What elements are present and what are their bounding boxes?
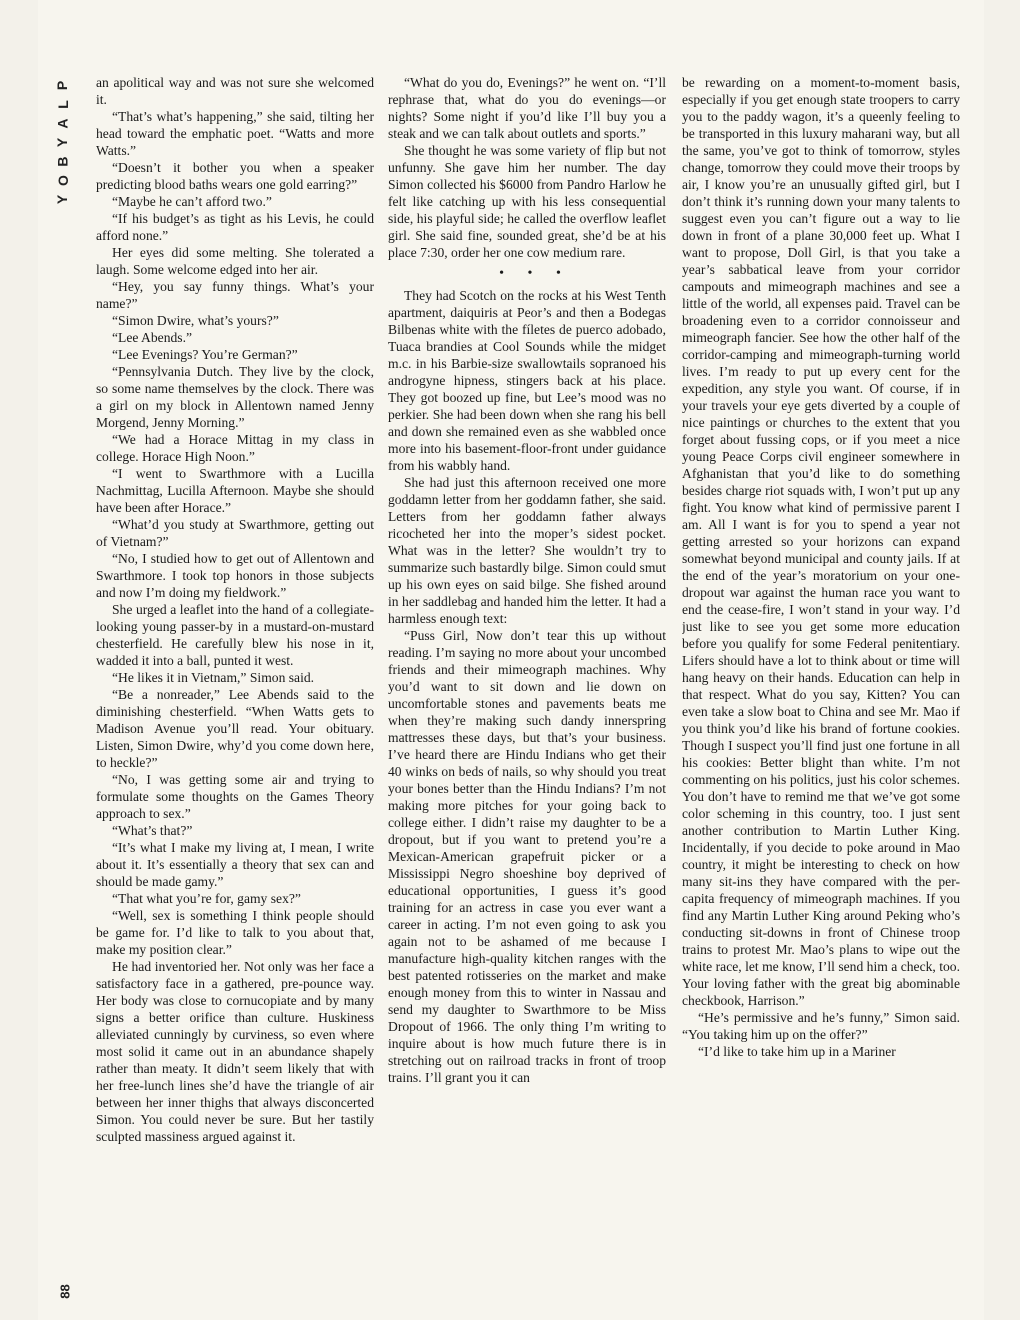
paragraph: “If his budget’s as tight as his Levis, he could afford none.”	[96, 211, 374, 243]
text-column-2	[388, 74, 666, 1314]
paragraph: She thought he was some variety of flip but not unfunny. She gave him her number. The day Simon collected his $6000 from Pandro Harlow he felt like catching up with his less consequential side, his playful side; he called the overflow leaflet girl. She said fine, sounded great, she’d be at his place 7:30, order her one cow medium rare.	[388, 143, 666, 260]
paragraph: “No, I studied how to get out of Allentown and Swarthmore. I took top honors in those subjects and now I’m doing my fieldwork.”	[96, 551, 374, 600]
text-column-3	[682, 74, 960, 1314]
page-number: 88	[57, 1284, 73, 1299]
masthead	[50, 76, 76, 206]
paragraph: “Pennsylvania Dutch. They live by the clock, so some name themselves by the clock. There was a girl on my block in Allentown named Jenny Morgend, Jenny Morning.”	[96, 364, 374, 430]
paragraph: “He’s permissive and he’s funny,” Simon said. “You taking him up on the offer?”	[682, 1010, 960, 1042]
paragraph: “Well, sex is something I think people should be game for. I’d like to talk to you about that, make my position clear.”	[96, 908, 374, 957]
paragraph: They had Scotch on the rocks at his West Tenth apartment, daiquiris at Peor’s and then a Bodegas Bilbenas white with the fíletes de puerco adobado, Tuaca brandies at Cool Sounds while the midget m.c. in his Barbie-size swallowtails sopranoed his androgyne hipness, stingers back at his place. They got boozed up fine, but Lee’s mood was no perkier. She had been down when she rang his bell and down she remained even as she wabbled once more into his basement-floor-front under guidance from his wabbly hand.	[388, 288, 666, 473]
masthead-letter: P	[54, 80, 71, 91]
masthead-letter: B	[54, 156, 71, 167]
paragraph: “Simon Dwire, what’s yours?”	[112, 313, 279, 328]
paragraph: “He likes it in Vietnam,” Simon said.	[112, 670, 315, 685]
masthead-letter: Y	[54, 194, 71, 205]
paragraph: “What’d you study at Swarthmore, getting out of Vietnam?”	[96, 517, 374, 549]
masthead-letter: O	[54, 175, 71, 186]
paragraph: “Lee Abends.”	[112, 330, 193, 345]
paragraph: “What do you do, Evenings?” he went on. “I’ll rephrase that, what do you do evenings—or nights? Some night if you’d like I’ll buy you a steak and we can talk about outlets and sports.”	[388, 75, 666, 141]
paragraph: “Puss Girl, Now don’t tear this up without reading. I’m saying no more about your uncombed friends and their mimeograph machines. Why you’d want to sit down and lie down on uncomfortable stones and pavements beats me when they’re making such dandy innerspring mattresses these days, but that’s your business. I’ve heard there are Hindu Indians who get their 40 winks on beds of nails, so why should you treat your bones better than the Hindu Indians? I’m not making more pitches for your going back to college either. I didn’t raise my daughter to be a dropout, but if you want to pretend you’re a Mexican-American grapefruit picker or a Mississippi Negro shoeshine boy deprived of educational opportunities, I guess it’s good training for an actress in case you ever want a career in acting. I’m not even going to ask you again not to be ashamed of me because I manufacture high-quality kitchen ranges with the best patented rotisseries on the market and make enough money from this to winter in Nassau and send my daughter to Swarthmore to be Miss Dropout of 1966. The only thing I’m writing to inquire about is how much future there is in stretching out on railroad tracks in front of troop trains. I’ll grant you it can	[388, 628, 666, 1085]
paragraph: “Lee Evenings? You’re German?”	[112, 347, 298, 362]
paragraph: He had inventoried her. Not only was her face a satisfactory face in a gathered, pre-pounce way. Her body was close to cornucopiate and by many signs a better orifice than culture. Huskiness alleviated cunningly by curviness, so even where most solid it came out in an abundance shapely rather than meaty. It didn’t seem likely that with her free-lunch lines she’d have the triangle of air between her inner thighs that always disconcerted Simon. You could never be sure. But her tastily sculpted massiness argued against it.	[96, 959, 374, 1144]
paragraph: “That’s what’s happening,” she said, tilting her head toward the emphatic poet. “Watts and more Watts.”	[96, 109, 374, 158]
masthead-letter: Y	[54, 137, 71, 148]
text-column-1	[96, 74, 374, 1314]
paragraph: “I’d like to take him up in a Mariner	[698, 1044, 896, 1059]
paragraph: “Doesn’t it bother you when a speaker predicting blood baths wears one gold earring?”	[96, 160, 374, 192]
paragraph: “We had a Horace Mittag in my class in college. Horace High Noon.”	[96, 432, 374, 464]
paragraph: “Maybe he can’t afford two.”	[112, 194, 272, 209]
paragraph: “Be a nonreader,” Lee Abends said to the diminishing chesterfield. “When Watts gets to Madison Avenue you’ll read. Your obituary. Listen, Simon Dwire, why’d you come down here, to heckle?”	[96, 687, 374, 770]
paragraph: She had just this afternoon received one more goddamn letter from her goddamn father, she said. Letters from her goddamn father always ricocheted her into the moper’s sidest pocket. What was in the letter? She wouldn’t try to summarize such bastardly bilge. Simon could smut up his own eyes on said bilge. She fished around in her saddlebag and handed him the letter. It had a harmless enough text:	[388, 475, 666, 626]
paragraph: She urged a leaflet into the hand of a collegiate-looking young passer-by in a mustard-on-mustard chesterfield. He carefully blew his nose in it, wadded it into a ball, punted it west.	[96, 602, 374, 668]
paragraph: an apolitical way and was not sure she welcomed it.	[96, 75, 374, 107]
paragraph: “That what you’re for, gamy sex?”	[112, 891, 301, 906]
paragraph: be rewarding on a moment-to-moment basis, especially if you get enough state troopers to carry you to the paddy wagon, it’s a queenly feeling to be transported in this luxury maharani way, but all the same, you’ve got to think of tomorrow, styles change, tomorrow they could move their troops by air, I know you’re an unusually gifted girl, but I don’t think it’s running down your many talents to suggest even you can’t figure out a way to lie down in front of a plane 30,000 feet up. What I want to propose, Doll Girl, is that you take a year’s sabbatical leave from your corridor campouts and mimeograph machines and see a little of the world, all expenses paid. Travel can be broadening even to a corridor connoisseur and mimeograph fancier. See how the other half of the corridor-camping and mimeograph-turning world lives. I’m ready to put up every cent for the expedition, any style you want. Of course, if in your travels your eye gets diverted by a couple of nice paintings or churches to the extent that you forget about fussing cops, or if you meet a nice young Peace Corps civil engineer somewhere in Afghanistan that you’d like to do something besides charge riot squads with, I won’t put up any fight. You know what kind of permissive parent I am. All I want is for you to spend a year not getting arrested so your horizons can expand somewhat beyond municipal and county jails. If at the end of the year’s moratorium on your one-dropout war against the human race you want to end the cease-fire, I won’t stand in your way. I’d just like to see you get some more education before you qualify for some Federal penitentiary. Lifers should have a lot to think about or time will hang heavy on their hands. Education can help in that respect. What do you say, Kitten? You can even take a slow boat to China and see Mr. Mao if you think you’d like his brand of fortune cookies. Though I suspect you’ll find just one fortune in all his cookies: Better blight than white. I’m not commenting on his politics, just his color schemes. You don’t have to remind me that we’ve got some color scheming in this country, too. I just sent another contribution to Martin Luther King. Incidentally, if you decide to poke around in Mao country, it might be interesting to check on how many sit-ins they have compared with the per-capita frequency of mimeograph machines. If you find any Martin Luther King around Peking who’s conducting sit-downs in front of Chinese troop trains to protest Mr. Mao’s plans to wipe out the white race, let me know, I’ll send him a check, too. Your loving father with the great big abominable checkbook, Harrison.”	[682, 75, 960, 1008]
paragraph: “What’s that?”	[112, 823, 193, 838]
paragraph: Her eyes did some melting. She tolerated a laugh. Some welcome edged into her air.	[96, 245, 374, 277]
paragraph: “No, I was getting some air and trying to formulate some thoughts on the Games Theory approach to sex.”	[96, 772, 374, 821]
paragraph: “Hey, you say funny things. What’s your name?”	[96, 279, 374, 311]
masthead-letter: A	[54, 118, 71, 129]
masthead-letter: L	[54, 100, 71, 109]
section-separator: • • •	[499, 266, 571, 281]
paragraph: “It’s what I make my living at, I mean, I write about it. It’s essentially a theory that sex can and should be made gamy.”	[96, 840, 374, 889]
paragraph: “I went to Swarthmore with a Lucilla Nachmittag, Lucilla Afternoon. Maybe she should have been after Horace.”	[96, 466, 374, 515]
